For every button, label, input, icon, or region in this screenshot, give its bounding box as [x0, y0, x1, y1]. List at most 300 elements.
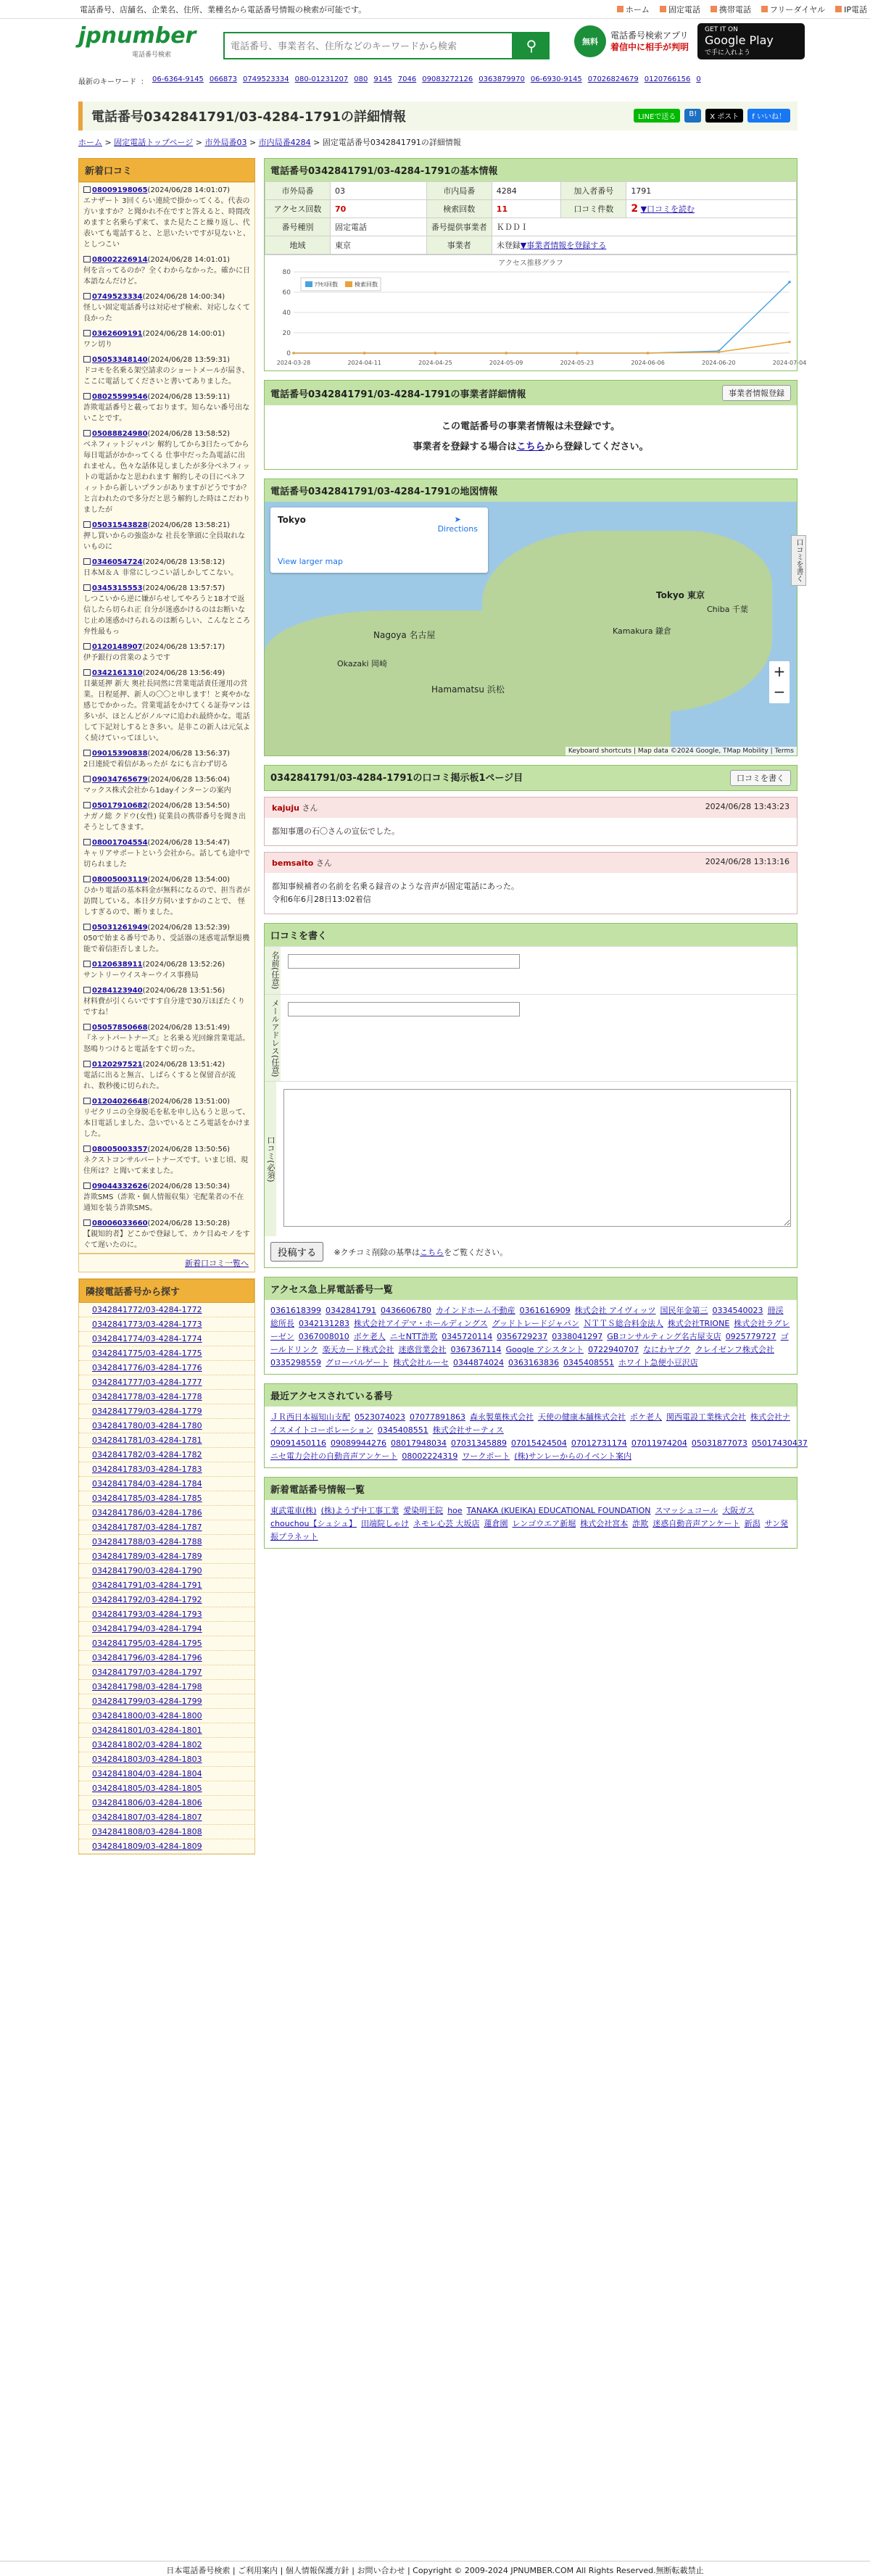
keyword-link[interactable]: 0363879970 — [478, 75, 525, 83]
related-link[interactable]: 0342841807/03-4284-1807 — [92, 1813, 202, 1822]
google-play-button[interactable]: GET IT ON Google Play で手に入れよう — [697, 23, 805, 59]
logo[interactable]: jpnumber — [78, 23, 196, 49]
related-item[interactable] — [79, 1738, 254, 1752]
list-link[interactable]: TANAKA (KUEIKA) EDUCATIONAL FOUNDATION — [466, 1506, 651, 1516]
zoom-out-icon[interactable]: − — [773, 683, 786, 700]
list-link[interactable]: グローバルゲート — [326, 1358, 389, 1368]
list-link[interactable]: 09091450116 — [270, 1438, 326, 1449]
related-item[interactable] — [79, 1535, 254, 1549]
search-icon: ⚲ — [526, 38, 537, 54]
related-link[interactable]: 0342841778/03-4284-1778 — [92, 1392, 202, 1401]
review-post: bemsaito さん 2024/06/28 13:13:16 都知事候補者の名前を名乗る録音のような音声が固定電話にあった。 令和6年6月28日13:02着信 — [264, 852, 798, 914]
review-number-link[interactable]: 08005003119 — [92, 876, 148, 884]
cell-value: ＫＤＤＩ — [492, 218, 796, 236]
write-review-button[interactable]: 口コミを書く — [730, 770, 791, 786]
list-link[interactable]: 株式会社アイデマ・ホールディングス — [354, 1319, 488, 1329]
business-info-title: 電話番号0342841791/03-4284-1791の事業者詳細情報 事業者情報登録 — [265, 381, 797, 405]
keyword-link[interactable]: 06-6930-9145 — [530, 75, 582, 83]
related-link[interactable]: 0342841794/03-4284-1794 — [92, 1624, 202, 1633]
review-number-link[interactable]: 0284123940 — [92, 987, 143, 995]
list-link[interactable]: 0722940707 — [588, 1345, 639, 1355]
hatena-bookmark-button[interactable]: B! — [684, 109, 701, 123]
related-item[interactable] — [79, 1419, 254, 1433]
list-link[interactable]: 迷惑自動音声アンケート — [652, 1519, 740, 1529]
review-date: (2024/06/28 13:58:21) — [147, 521, 231, 529]
directions-icon: ➤ — [454, 515, 461, 524]
review-item — [79, 1020, 254, 1057]
related-link[interactable]: 0342841790/03-4284-1790 — [92, 1566, 202, 1575]
related-item[interactable] — [79, 1810, 254, 1825]
keyword-link[interactable]: 080-01231207 — [294, 75, 349, 83]
basic-info — [264, 158, 807, 371]
keyword-link[interactable]: 0749523334 — [243, 75, 289, 83]
series-point-1 — [647, 352, 650, 355]
list-link[interactable]: (株)ようず中工事工業 — [320, 1506, 399, 1516]
related-link[interactable]: 0342841784/03-4284-1784 — [92, 1479, 202, 1488]
related-item[interactable] — [79, 1767, 254, 1781]
review-item — [79, 835, 254, 872]
related-item[interactable] — [79, 1825, 254, 1839]
facebook-like-button[interactable]: f いいね！ — [747, 109, 790, 123]
review-date: (2024/06/28 13:51:00) — [147, 1098, 231, 1106]
review-text: 電話に出ると無言、しばらくすると保留音が流れ、数秒後に切られた。 — [83, 1072, 236, 1090]
keyword-link[interactable]: 09083272126 — [422, 75, 473, 83]
related-item[interactable] — [79, 1651, 254, 1665]
recent-numbers — [264, 1383, 808, 1468]
deletion-criteria-link[interactable]: こちら — [420, 1247, 444, 1257]
related-item[interactable] — [79, 1593, 254, 1607]
related-item[interactable] — [79, 1781, 254, 1796]
email-input[interactable] — [288, 1002, 520, 1016]
related-link[interactable]: 0342841786/03-4284-1786 — [92, 1508, 202, 1517]
review-text: 怪しい固定電話番号は対応せず検索、対応しなくて良かった — [83, 304, 250, 323]
list-link[interactable]: ホワイト急便小豆沢店 — [618, 1358, 698, 1368]
list-link[interactable]: ニセNTT詐欺 — [389, 1332, 438, 1342]
name-input[interactable] — [288, 954, 520, 969]
directions-button[interactable]: ➤ Directions — [437, 515, 478, 534]
review-icon — [83, 876, 91, 882]
related-item[interactable] — [79, 1317, 254, 1332]
list-link[interactable]: Google アシスタント — [505, 1345, 584, 1355]
related-link[interactable]: 0342841800/03-4284-1800 — [92, 1711, 202, 1720]
review-number-link[interactable]: 05031261949 — [92, 924, 148, 932]
related-link[interactable]: 0342841808/03-4284-1808 — [92, 1827, 202, 1836]
related-item[interactable] — [79, 1506, 254, 1520]
review-date: (2024/06/28 13:59:31) — [147, 356, 231, 364]
review-item — [79, 326, 254, 352]
breadcrumb-area[interactable]: 市外局番03 — [204, 138, 247, 147]
list-link[interactable]: 0523074023 — [355, 1412, 405, 1422]
related-link[interactable]: 0342841783/03-4284-1783 — [92, 1465, 202, 1474]
related-item[interactable] — [79, 1433, 254, 1448]
list-link[interactable]: ＪＲ西日本福知山支配 — [270, 1412, 350, 1422]
top-nav-fixed[interactable]: 固定電話 — [660, 4, 700, 15]
related-item[interactable] — [79, 1680, 254, 1694]
review-item — [79, 289, 254, 326]
review-date: (2024/06/28 13:58:12) — [142, 558, 225, 566]
list-link[interactable]: 楽天カード株式会社 — [322, 1345, 394, 1355]
review-text: 目薬延押 新大 奥社長同然に営業電話責任運用の営業。日程延押、新人の〇〇と申します！と爽やかな感じでかかった。営業電話をかけてくる証券マンは多いが、ほとんどがノルマに追われ最終かな。電話して下記対しするとき多い。是非この新人は元気よく続けていってほしい。 — [83, 680, 250, 742]
x-post-button[interactable]: X ポスト — [705, 109, 743, 123]
list-link[interactable]: 株式会社 アイヴィッツ — [574, 1306, 656, 1316]
list-link[interactable]: 田端院しゃけ — [361, 1519, 410, 1529]
related-item[interactable] — [79, 1375, 254, 1390]
list-link[interactable]: 東武電車(株) — [270, 1506, 317, 1516]
list-link[interactable]: 0345408551 — [563, 1358, 615, 1368]
review-number-link[interactable]: 05017910682 — [92, 802, 148, 810]
related-item[interactable] — [79, 1709, 254, 1723]
review-item — [79, 983, 254, 1020]
keyword-link[interactable]: 0120766156 — [644, 75, 691, 83]
free-badge: 無料 — [574, 25, 606, 57]
hot-numbers — [264, 1277, 798, 1375]
list-link[interactable]: (株)サンレーからのイベント案内 — [514, 1451, 632, 1462]
related-item[interactable] — [79, 1462, 254, 1477]
list-link[interactable]: 07077891863 — [410, 1412, 465, 1422]
related-link[interactable]: 0342841791/03-4284-1791 — [92, 1581, 202, 1590]
business-info — [264, 380, 798, 470]
related-item[interactable] — [79, 1520, 254, 1535]
related-item[interactable] — [79, 1332, 254, 1346]
review-date: (2024/06/28 13:50:34) — [147, 1183, 231, 1190]
breadcrumb-home[interactable]: ホーム — [78, 138, 102, 147]
list-link[interactable]: 愛染明王院 — [403, 1506, 444, 1516]
related-item[interactable] — [79, 1303, 254, 1317]
related-link[interactable]: 0342841797/03-4284-1797 — [92, 1668, 202, 1677]
related-item[interactable] — [79, 1549, 254, 1564]
list-link[interactable]: 0342131283 — [299, 1319, 349, 1329]
list-link[interactable]: 0363163836 — [508, 1358, 560, 1368]
related-link[interactable]: 0342841779/03-4284-1779 — [92, 1407, 202, 1416]
side-write-review-tab[interactable]: 口コミを書く — [791, 535, 806, 586]
list-link[interactable]: 株式会社サーティス — [432, 1425, 504, 1436]
list-link[interactable]: サン発振プラネット — [270, 1519, 789, 1542]
top-nav-free[interactable]: フリーダイヤル — [761, 4, 825, 15]
map-label: Tokyo 東京 — [656, 590, 705, 600]
list-link[interactable]: グッドトレードジャパン — [492, 1319, 579, 1329]
mobile-icon — [710, 6, 717, 12]
bbs-title: 0342841791/03-4284-1791の口コミ掲示板1ページ目 口コミを書く — [264, 765, 798, 791]
basic-info-table — [265, 181, 797, 254]
review-number-link[interactable]: 0120297521 — [92, 1061, 143, 1069]
list-link[interactable]: 08002224319 — [402, 1451, 458, 1462]
list-link[interactable]: 0367008010 — [298, 1332, 349, 1342]
search-input[interactable] — [223, 32, 513, 59]
related-link[interactable]: 0342841792/03-4284-1792 — [92, 1595, 202, 1604]
review-number-link[interactable]: 0342161310 — [92, 669, 143, 677]
list-link[interactable]: 0338041297 — [552, 1332, 603, 1342]
review-item — [79, 666, 254, 746]
review-number-link[interactable]: 0120148907 — [92, 643, 143, 651]
list-link[interactable]: クレイゼンフ株式会社 — [695, 1345, 774, 1355]
list-link[interactable]: ボケ老人 — [353, 1332, 386, 1342]
related-link[interactable]: 0342841793/03-4284-1793 — [92, 1610, 202, 1619]
x-tick-label: 2024-05-09 — [489, 360, 523, 366]
list-link[interactable]: ネモレ心芸 大坂店 — [413, 1519, 480, 1529]
related-link[interactable]: 0342841772/03-4284-1772 — [92, 1305, 202, 1314]
top-nav-mobile[interactable]: 携帯電話 — [710, 4, 751, 15]
list-link[interactable]: 株式会社ルーセ — [393, 1358, 450, 1368]
list-link[interactable]: 0345720114 — [442, 1332, 493, 1342]
list-link[interactable]: 0345408551 — [377, 1425, 428, 1436]
related-link[interactable]: 0342841804/03-4284-1804 — [92, 1769, 202, 1778]
list-link[interactable]: 大阪ガス — [722, 1506, 755, 1516]
list-link[interactable]: 冊渓総所長 — [270, 1306, 784, 1329]
review-date: (2024/06/28 13:59:11) — [147, 393, 231, 401]
review-item — [79, 798, 254, 835]
map-info — [264, 479, 798, 756]
related-link[interactable]: 0342841803/03-4284-1803 — [92, 1755, 202, 1764]
related-link[interactable]: 0342841788/03-4284-1788 — [92, 1537, 202, 1546]
list-link[interactable]: 国民年金第三 — [660, 1306, 708, 1316]
list-link[interactable]: 0361618399 — [270, 1306, 321, 1316]
keyword-link[interactable]: 06-6364-9145 — [152, 75, 204, 83]
review-number-link[interactable]: 08006033660 — [92, 1219, 148, 1227]
search-button[interactable] — [513, 32, 550, 59]
map-label: Okazaki 岡崎 — [337, 659, 388, 668]
list-link[interactable]: 0356729237 — [497, 1332, 548, 1342]
x-tick-label: 2024-03-28 — [276, 360, 311, 366]
related-item[interactable] — [79, 1839, 254, 1854]
keyword-link[interactable]: 9145 — [373, 75, 392, 83]
related-link[interactable]: 0342841798/03-4284-1798 — [92, 1682, 202, 1691]
keyword-link[interactable]: 080 — [354, 75, 368, 83]
list-link[interactable]: 0334540023 — [712, 1306, 763, 1316]
new-numbers-title: 新着電話番号情報一覧 — [265, 1478, 797, 1500]
list-link[interactable]: 07012731174 — [571, 1438, 627, 1449]
list-link[interactable]: 蓮倉園 — [484, 1519, 508, 1529]
map-label: Hamamatsu 浜松 — [431, 684, 505, 695]
line-share-button[interactable]: LINEで送る — [634, 109, 680, 123]
review-number-link[interactable]: 08005003357 — [92, 1146, 148, 1154]
app-promo[interactable] — [574, 23, 805, 59]
related-link[interactable]: 0342841805/03-4284-1805 — [92, 1784, 202, 1793]
review-number-link[interactable]: 05031543828 — [92, 521, 148, 529]
related-link[interactable]: 0342841789/03-4284-1789 — [92, 1552, 202, 1561]
related-item[interactable] — [79, 1665, 254, 1680]
review-date: (2024/06/28 13:57:17) — [142, 643, 225, 651]
related-item[interactable] — [79, 1404, 254, 1419]
related-link[interactable]: 0342841776/03-4284-1776 — [92, 1363, 202, 1372]
list-link[interactable]: ゴールドリンク — [270, 1332, 789, 1355]
review-number-link[interactable]: 09015390838 — [92, 750, 148, 758]
list-link[interactable]: ニセ電力会社の自動音声アンケート — [270, 1451, 398, 1462]
breadcrumb: ホーム > 固定電話トップページ > 市外局番03 > 市内局番4284 > 固定電話番号0342841791の詳細情報 — [78, 138, 461, 147]
related-link[interactable]: 0342841809/03-4284-1809 — [92, 1842, 202, 1851]
related-link[interactable]: 0342841774/03-4284-1774 — [92, 1334, 202, 1343]
list-link[interactable]: 05031877073 — [691, 1438, 747, 1449]
related-item[interactable] — [79, 1477, 254, 1491]
review-number-link[interactable]: 05057850668 — [92, 1024, 148, 1032]
tagline: 電話番号、店舗名、企業名、住所、業種名から電話番号情報の検索が可能です。 — [80, 4, 367, 15]
review-number-link[interactable]: 08002226914 — [92, 256, 148, 264]
related-link[interactable]: 0342841782/03-4284-1782 — [92, 1450, 202, 1459]
related-link[interactable]: 0342841781/03-4284-1781 — [92, 1436, 202, 1445]
list-link[interactable]: 新潟 — [744, 1519, 761, 1529]
register-business-link[interactable]: ▼事業者情報を登録する — [520, 241, 607, 250]
related-item[interactable] — [79, 1346, 254, 1361]
review-text: ベネフィットジャパン 解約してから3日たってから毎日電話がかかってくる 仕事中だった為電話に出れません。色々な話体見しましたが多分ベネフィットの電話かなと思われます 解約しその日にベネフィットから新しいプランがありますがどうですか？と言われたので多分だと思う解約した時はこだわりましたが — [83, 441, 250, 514]
list-link[interactable]: スマッシュコール — [655, 1506, 718, 1516]
list-link[interactable]: hoe — [447, 1506, 463, 1516]
related-link[interactable]: 0342841799/03-4284-1799 — [92, 1697, 202, 1706]
review-icon — [83, 558, 91, 565]
review-icon — [83, 961, 91, 967]
top-nav-ip[interactable]: IP電話 — [835, 4, 867, 15]
review-icon — [83, 1098, 91, 1104]
app-text: 電話番号検索アプリ 着信中に相手が判明 — [610, 30, 689, 52]
list-link[interactable]: 株式会社ラグレーゼン — [270, 1319, 790, 1342]
review-icon — [83, 584, 91, 591]
list-link[interactable]: 09089944276 — [330, 1438, 386, 1449]
review-number-link[interactable]: 08025599546 — [92, 393, 148, 401]
list-link[interactable]: 07011974204 — [631, 1438, 687, 1449]
list-link[interactable]: 関西電設工業株式会社 — [666, 1412, 746, 1422]
list-link[interactable]: GBコンサルティング名古屋支店 — [607, 1332, 721, 1342]
review-number-link[interactable]: 01204026648 — [92, 1098, 148, 1106]
review-form-title: 口コミを書く — [265, 924, 797, 946]
review-number-link[interactable]: 09034765679 — [92, 776, 148, 784]
related-item[interactable] — [79, 1607, 254, 1622]
list-link[interactable]: カインドホーム不動産 — [436, 1306, 515, 1316]
related-item[interactable] — [79, 1622, 254, 1636]
related-item[interactable] — [79, 1564, 254, 1578]
related-link[interactable]: 0342841795/03-4284-1795 — [92, 1639, 202, 1648]
zoom-controls[interactable] — [769, 661, 790, 703]
list-link[interactable]: 0925779727 — [725, 1332, 776, 1342]
list-link[interactable]: 07031345889 — [450, 1438, 507, 1449]
list-link[interactable]: 株式会社TRIONE — [667, 1319, 730, 1329]
review-number-link[interactable]: 08001704554 — [92, 839, 148, 847]
related-link[interactable]: 0342841796/03-4284-1796 — [92, 1653, 202, 1662]
register-here-link[interactable]: こちら — [516, 442, 545, 452]
list-link[interactable]: なにわヤブク — [643, 1345, 691, 1355]
more-reviews-link[interactable]: 新着口コミ一覧へ — [78, 1254, 255, 1272]
list-link[interactable]: 0436606780 — [381, 1306, 431, 1316]
list-link[interactable]: 07015424504 — [510, 1438, 567, 1449]
read-reviews-link[interactable]: ▼口コミを読む — [640, 204, 695, 214]
business-cell: 未登録▼事業者情報を登録する — [492, 236, 796, 254]
list-link[interactable]: 0361616909 — [519, 1306, 571, 1316]
latest-keywords: 最新のキーワード ： 06-6364-9145 066873 0749523334 080-01231207 080 9145 7046 09083272126 0363879970 06-6930-9145 07026824679 0120766156 0 — [78, 75, 796, 86]
review-number-link[interactable]: 0346054724 — [92, 558, 143, 566]
cell-label: 市外局番 — [265, 182, 331, 200]
related-item[interactable] — [79, 1361, 254, 1375]
keyword-link[interactable]: 7046 — [397, 75, 417, 83]
related-item[interactable] — [79, 1636, 254, 1651]
email-label: メールアドレス(任意) — [265, 995, 281, 1082]
list-link[interactable]: 0342841791 — [326, 1306, 376, 1316]
review-label: 口コミ(必須) — [265, 1082, 276, 1236]
list-link[interactable]: 0344874024 — [453, 1358, 505, 1368]
list-link[interactable]: 天使の健康本舗株式会社 — [537, 1412, 626, 1422]
related-link[interactable]: 0342841802/03-4284-1802 — [92, 1740, 202, 1749]
review-item — [79, 772, 254, 798]
larger-map-link[interactable]: View larger map — [278, 557, 343, 566]
submit-button[interactable]: 投稿する — [270, 1242, 323, 1262]
y-tick-label: 0 — [286, 350, 291, 357]
review-number-link[interactable]: 08009198065 — [92, 186, 148, 194]
list-link[interactable]: 株式会社宮本 — [580, 1519, 629, 1529]
list-link[interactable]: 0335298559 — [270, 1358, 321, 1368]
list-link[interactable]: chouchou【シュシュ】 — [270, 1519, 357, 1529]
review-date: (2024/06/28 13:54:47) — [147, 839, 231, 847]
list-link[interactable]: レンゴウエア新堀 — [512, 1519, 576, 1529]
keyword-link[interactable]: 0 — [696, 75, 701, 83]
related-item[interactable] — [79, 1578, 254, 1593]
review-item — [79, 639, 254, 666]
related-item[interactable] — [79, 1694, 254, 1709]
list-link[interactable]: ポケ老人 — [629, 1412, 662, 1422]
related-link[interactable]: 0342841773/03-4284-1773 — [92, 1320, 202, 1329]
review-number-link[interactable]: 0120638911 — [92, 961, 143, 969]
review-date: (2024/06/28 13:52:26) — [142, 961, 225, 969]
review-item — [79, 352, 254, 389]
zoom-in-icon[interactable]: + — [773, 663, 786, 680]
related-link[interactable]: 0342841777/03-4284-1777 — [92, 1378, 202, 1387]
related-link[interactable]: 0342841775/03-4284-1775 — [92, 1349, 202, 1358]
footer: 日本電話番号検索 | ご利用案内 | 個人情報保護方針 | お問い合わせ | Copyright © 2009-2024 JPNUMBER.COM All Rights Reserved.無断転載禁止 — [0, 2561, 870, 2576]
list-link[interactable]: 株式会社ナイスメイトコーポレーション — [270, 1412, 790, 1436]
map[interactable] — [265, 502, 797, 755]
keyword-link[interactable]: 066873 — [209, 75, 238, 83]
review-icon — [83, 430, 91, 436]
review-number-link[interactable]: 0345315553 — [92, 584, 143, 592]
related-item[interactable] — [79, 1448, 254, 1462]
review-text: キャリアサポートという会社から。話しても途中で切られました — [83, 850, 250, 869]
related-link[interactable]: 0342841780/03-4284-1780 — [92, 1421, 202, 1430]
list-link[interactable]: 詐欺 — [632, 1519, 649, 1529]
cell-value: 固定電話 — [331, 218, 427, 236]
review-number-link[interactable]: 09044332626 — [92, 1183, 148, 1190]
related-item[interactable] — [79, 1723, 254, 1738]
list-link[interactable]: ワークポート — [462, 1451, 510, 1462]
review-date: (2024/06/28 14:00:01) — [142, 330, 225, 338]
review-textarea[interactable] — [283, 1089, 791, 1227]
cell-value: 1791 — [626, 182, 797, 200]
review-icon — [83, 256, 91, 262]
review-icon — [83, 1183, 91, 1189]
top-nav-home[interactable]: ホーム — [617, 4, 650, 15]
review-number-link[interactable]: 05053348140 — [92, 356, 148, 364]
related-link[interactable]: 0342841787/03-4284-1787 — [92, 1523, 202, 1532]
related-link[interactable]: 0342841785/03-4284-1785 — [92, 1494, 202, 1503]
list-link[interactable]: 迷惑営業会社 — [398, 1345, 447, 1355]
related-item[interactable] — [79, 1796, 254, 1810]
review-date: (2024/06/28 13:56:37) — [147, 750, 231, 758]
related-link[interactable]: 0342841806/03-4284-1806 — [92, 1798, 202, 1807]
breadcrumb-local[interactable]: 市内局番4284 — [258, 138, 311, 147]
x-tick-label: 2024-06-06 — [631, 360, 665, 366]
list-link[interactable]: ＮＴＴＳ総合料金法人 — [583, 1319, 663, 1329]
review-number-link[interactable]: 0749523334 — [92, 293, 143, 301]
list-link[interactable]: 05017430437 — [751, 1438, 808, 1449]
review-number-link[interactable]: 0362609191 — [92, 330, 143, 338]
keyword-link[interactable]: 07026824679 — [587, 75, 639, 83]
list-link[interactable]: 森永製菓株式会社 — [469, 1412, 534, 1422]
related-item[interactable] — [79, 1491, 254, 1506]
related-item[interactable] — [79, 1752, 254, 1767]
breadcrumb-fixed[interactable]: 固定電話トップページ — [114, 138, 194, 147]
related-link[interactable]: 0342841801/03-4284-1801 — [92, 1726, 202, 1735]
list-link[interactable]: 08017948034 — [390, 1438, 447, 1449]
x-tick-label: 2024-05-23 — [560, 360, 594, 366]
review-number-link[interactable]: 05088824980 — [92, 430, 148, 438]
business-register-button[interactable]: 事業者情報登録 — [722, 385, 791, 401]
related-item[interactable] — [79, 1390, 254, 1404]
list-link[interactable]: 0367367114 — [450, 1345, 502, 1355]
top-bar — [0, 0, 870, 19]
